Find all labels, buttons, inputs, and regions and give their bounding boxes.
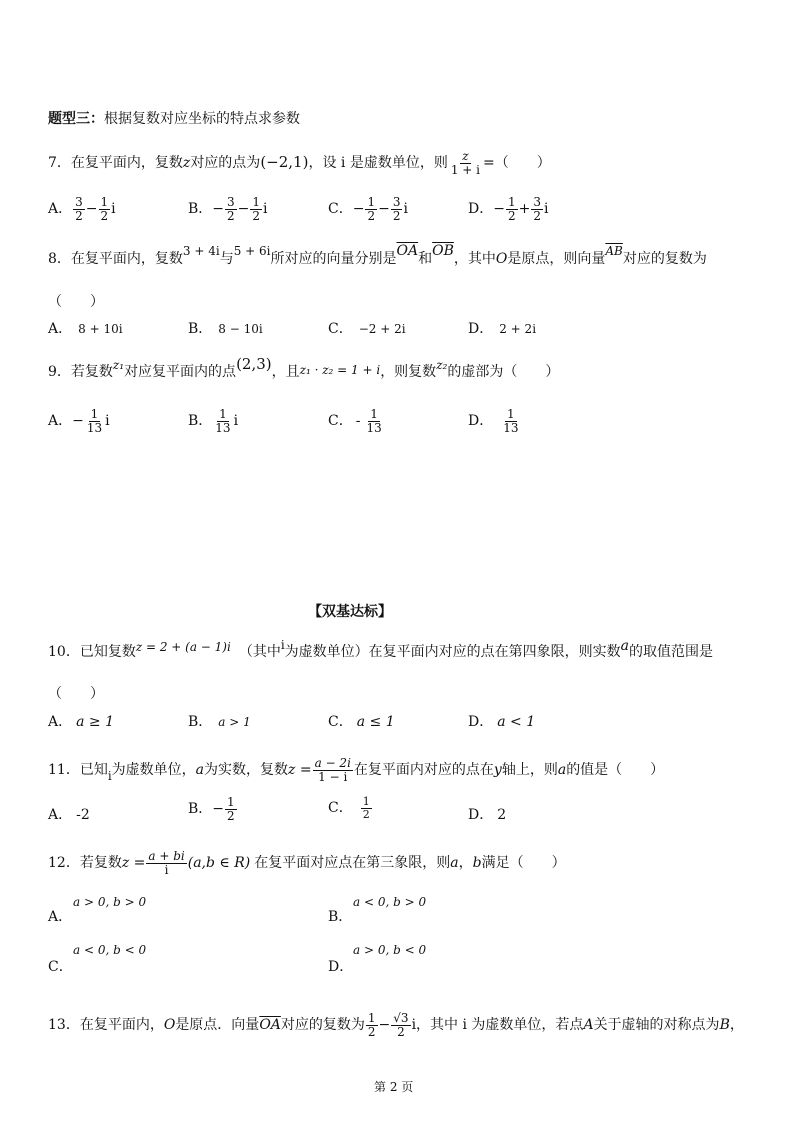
q7-option-d[interactable] [468,196,548,222]
option-fraction [506,196,518,222]
q9-option-b[interactable] [188,408,238,434]
q8-option-b[interactable] [188,322,263,336]
option-fraction [99,196,111,222]
q8-text: 所对应的向量分别是 [270,251,397,267]
q8-text: 8．在复平面内，复数 [48,251,183,267]
q12-b: b [472,855,482,872]
option-sign: − [352,201,365,218]
q13-fraction [391,1012,410,1038]
frac-den: 13 [215,420,231,435]
q8-text: 对应的复数为 [622,251,707,267]
section-prefix: 题型三： [48,111,104,127]
option-fraction [531,196,543,222]
option-fraction [365,196,377,222]
q11-y: y [493,762,502,779]
q13-op: − [378,1017,391,1034]
q8-complex: 5 + 6i [233,244,271,258]
option-op: − [378,201,390,218]
q12-text: 12．若复数 [48,855,122,872]
frac-den: 2 [367,1024,376,1039]
option-label: C． [328,413,353,430]
question-8 [48,243,707,267]
q8-origin: O [495,251,508,267]
q7-text: ，设 i 是虚数单位，则 [308,155,448,172]
q11-text: 为实数，复数 [204,762,289,779]
q9-z2: z₂ [436,358,448,372]
frac-den: 13 [503,420,519,435]
q13-text: 13．在复平面内， [48,1017,164,1034]
option-value: a > 0, b > 0 [73,895,147,909]
option-sign: - [355,413,361,430]
frac-den: 13 [86,420,103,435]
option-value: a ≤ 1 [356,714,395,730]
q8-paren: （ ） [48,294,104,310]
option-tail: i [403,201,408,218]
q11-fraction [313,757,353,783]
option-label: D． [468,714,494,730]
q9-option-c[interactable] [328,408,385,434]
option-op: − [237,201,250,218]
frac-num: 1 [100,195,109,209]
page-number: 第 2 页 [374,1080,414,1094]
option-tail: i [105,413,110,430]
option-value: −2 + 2i [358,322,406,336]
q11-lhs: z = [288,762,312,779]
q12-lhs: z = [121,855,146,872]
option-value: a < 0, b < 0 [73,943,147,957]
q11-frac-den: 1 − i [318,769,348,784]
option-sign: − [493,201,505,218]
q8-text: 是原点，则向量 [507,251,606,267]
q10-text: （其中 [238,644,281,660]
frac-num: 1 [370,407,378,421]
frac-num: 3 [227,195,235,209]
q12-text: 在复平面对应点在第三象限，则 [254,855,451,872]
q8-complex: 3 + 4i [182,244,220,258]
frac-num: 3 [392,195,401,209]
q7-frac-den: 1 + i [450,162,480,177]
q11-a: a [557,762,567,779]
option-fraction [250,196,262,222]
q10-option-d[interactable] [468,715,535,729]
option-tail: i [233,413,239,430]
q11-option-c[interactable] [328,796,373,820]
q10-option-b[interactable] [188,715,251,729]
q8-vector: $\overline{OB}$ [432,243,454,259]
q11-i: i [107,769,112,784]
q8-option-c[interactable] [328,322,406,336]
frac-den: 2 [252,208,261,223]
q12-condition: (a,b ∈ R) [187,855,251,872]
option-value: a > 1 [218,715,251,729]
q9-option-d[interactable] [468,408,522,434]
option-tail: i [263,201,268,218]
q13-text: 关于虚轴的对称点为 [593,1017,720,1034]
q12-text: ， [458,855,473,872]
q9-z1: z₁ [112,358,125,372]
frac-den: 13 [366,420,382,435]
frac-num: 1 [367,1011,376,1025]
option-fraction [213,408,232,434]
q9-text: ，且 [271,364,300,380]
frac-den: 2 [392,208,401,223]
option-label: B． [328,909,353,925]
question-11 [48,757,664,783]
question-7 [48,150,551,176]
q9-equation: z₁ · z₂ = 1 + i [299,363,381,377]
option-tail: i [543,201,549,218]
q10-option-a[interactable] [48,715,114,729]
option-value: -2 [76,807,90,823]
q11-option-b[interactable] [188,796,238,822]
option-value: 2 [497,807,507,823]
q11-a: a [195,762,205,779]
q11-text: 在复平面内对应的点在 [353,762,494,779]
option-label: B． [188,321,213,337]
frac-den: 2 [507,208,516,223]
q10-text: 为虚数单位）在复平面内对应的点在第四象限，则实数 [284,644,621,660]
option-op: + [518,201,531,218]
q11-text: 11．已知 [48,762,108,779]
q9-text: 对应复平面内的点 [124,364,237,380]
q10-option-c[interactable] [328,715,395,729]
frac-den: 2 [227,808,235,823]
option-value: a < 0, b > 0 [353,895,427,909]
frac-num: 1 [252,195,261,209]
option-value: a ≥ 1 [76,714,115,730]
q7-var: z [182,155,191,172]
option-fraction [225,196,237,222]
frac-num: 1 [227,795,235,809]
q8-vector: $\overline{AB}$ [605,244,623,258]
q10-text: 10．已知复数 [48,644,136,660]
option-label: D． [328,959,354,975]
option-value: a > 0, b < 0 [353,943,427,957]
q11-text: 为虚数单位， [111,762,196,779]
option-label: C． [328,321,353,337]
option-label: A． [48,714,73,730]
q10-a: a [620,638,630,654]
q13-vector: $\overline{OA}$ [259,1017,281,1034]
q13-point-b: B [719,1017,730,1034]
q8-text: 和 [418,251,433,267]
option-label: D． [468,807,494,823]
q13-text: 是原点．向量 [175,1017,260,1034]
q9-text: 的虚部为（ ） [447,364,560,380]
option-label: C． [328,800,353,817]
option-value: 2 + 2i [499,322,537,336]
option-label: B． [188,714,213,730]
frac-den: 2 [227,208,235,223]
option-label: A． [48,413,73,430]
frac-num: 1 [219,407,227,421]
q7-text: =（ ） [483,155,551,172]
q12-text: 满足（ ） [481,855,566,872]
option-fraction [501,408,520,434]
option-fraction [364,408,383,434]
q10-expression: z = 2 + (a − 1)i [135,640,231,654]
option-sign: − [212,801,225,818]
q7-text: 对应的点为 [190,155,261,172]
q10-paren: （ ） [48,686,104,702]
frac-den: 2 [75,208,83,223]
q13-point-a: A [583,1017,594,1034]
q8-text: ，其中 [453,251,496,267]
option-label: D． [468,413,494,430]
frac-den: 2 [367,208,376,223]
q12-a: a [450,855,459,872]
option-sign: − [72,413,84,430]
option-label: C． [328,201,353,218]
frac-num: 1 [507,195,516,209]
option-tail: i [111,201,116,218]
q7-frac-num: z [462,149,469,163]
q13-text: 对应的复数为 [280,1017,365,1034]
option-fraction [73,196,85,222]
question-9 [48,355,560,380]
frac-num: 1 [367,195,376,209]
q8-option-d[interactable] [468,322,536,336]
q11-option-d[interactable] [468,808,506,822]
frac-den: 2 [362,807,370,821]
question-12 [48,850,566,876]
frac-den: 2 [100,208,109,223]
q13-text: ， [729,1017,744,1034]
frac-num: 3 [75,195,83,209]
option-label: B． [188,201,213,218]
option-label: C． [328,714,353,730]
section-heading-basics: 【双基达标】 [308,604,392,620]
q7-option-c[interactable] [328,196,408,222]
q9-text: ，则复数 [380,364,437,380]
q7-fraction [449,150,482,176]
option-value: a < 1 [497,714,536,730]
option-value: 8 − 10i [218,322,263,336]
option-label: B． [188,413,213,430]
q9-option-a[interactable] [48,408,110,434]
section-title: 根据复数对应坐标的特点求参数 [104,111,300,127]
option-label: A． [48,201,73,218]
q13-text: ，其中 i 为虚数单位，若点 [416,1017,584,1034]
frac-den: 2 [533,208,541,223]
frac-num: 1 [507,407,515,421]
option-op: − [85,201,98,218]
question-10 [48,638,714,660]
q13-tail: i [411,1017,417,1034]
frac-den: 2 [397,1024,405,1039]
q10-i: i [280,638,285,652]
section-heading [48,112,300,126]
option-fraction [361,796,372,820]
frac-num: 1 [362,795,370,808]
q8-vector: $\overline{OA}$ [396,243,419,259]
option-label: D． [468,321,494,337]
frac-num: √3 [393,1011,409,1025]
q7-point: (−2,1) [260,153,309,172]
option-fraction [85,408,104,434]
option-sign: − [212,201,225,218]
q12-frac-den: i [164,862,169,877]
q11-frac-num: a − 2i [314,756,351,770]
q12-frac-num: a + bi [148,849,185,863]
option-value: 8 + 10i [78,322,123,336]
q9-text: 9．若复数 [48,364,113,380]
frac-num: 1 [90,407,99,421]
q7-option-b[interactable] [188,196,268,222]
q7-option-a[interactable] [48,196,116,222]
q9-point: (2,3) [236,355,272,373]
option-fraction [225,796,237,822]
option-label: A． [48,807,73,823]
option-label: A． [48,909,73,925]
q13-fraction [366,1012,378,1038]
option-fraction [391,196,403,222]
q8-option-a[interactable] [48,322,123,336]
option-label: D． [468,201,494,218]
q10-text: 的取值范围是 [629,644,714,660]
q8-text: 与 [219,251,234,267]
q7-text: 7．在复平面内，复数 [48,155,183,172]
q12-fraction [146,850,186,876]
option-label: C． [48,959,73,975]
frac-num: 3 [533,195,541,209]
option-label: B． [188,801,213,818]
question-13 [48,1012,744,1038]
option-label: A． [48,321,73,337]
q11-text: 轴上，则 [501,762,558,779]
q11-text: 的值是（ ） [566,762,665,779]
q11-option-a[interactable] [48,808,90,822]
q13-origin: O [163,1017,176,1034]
